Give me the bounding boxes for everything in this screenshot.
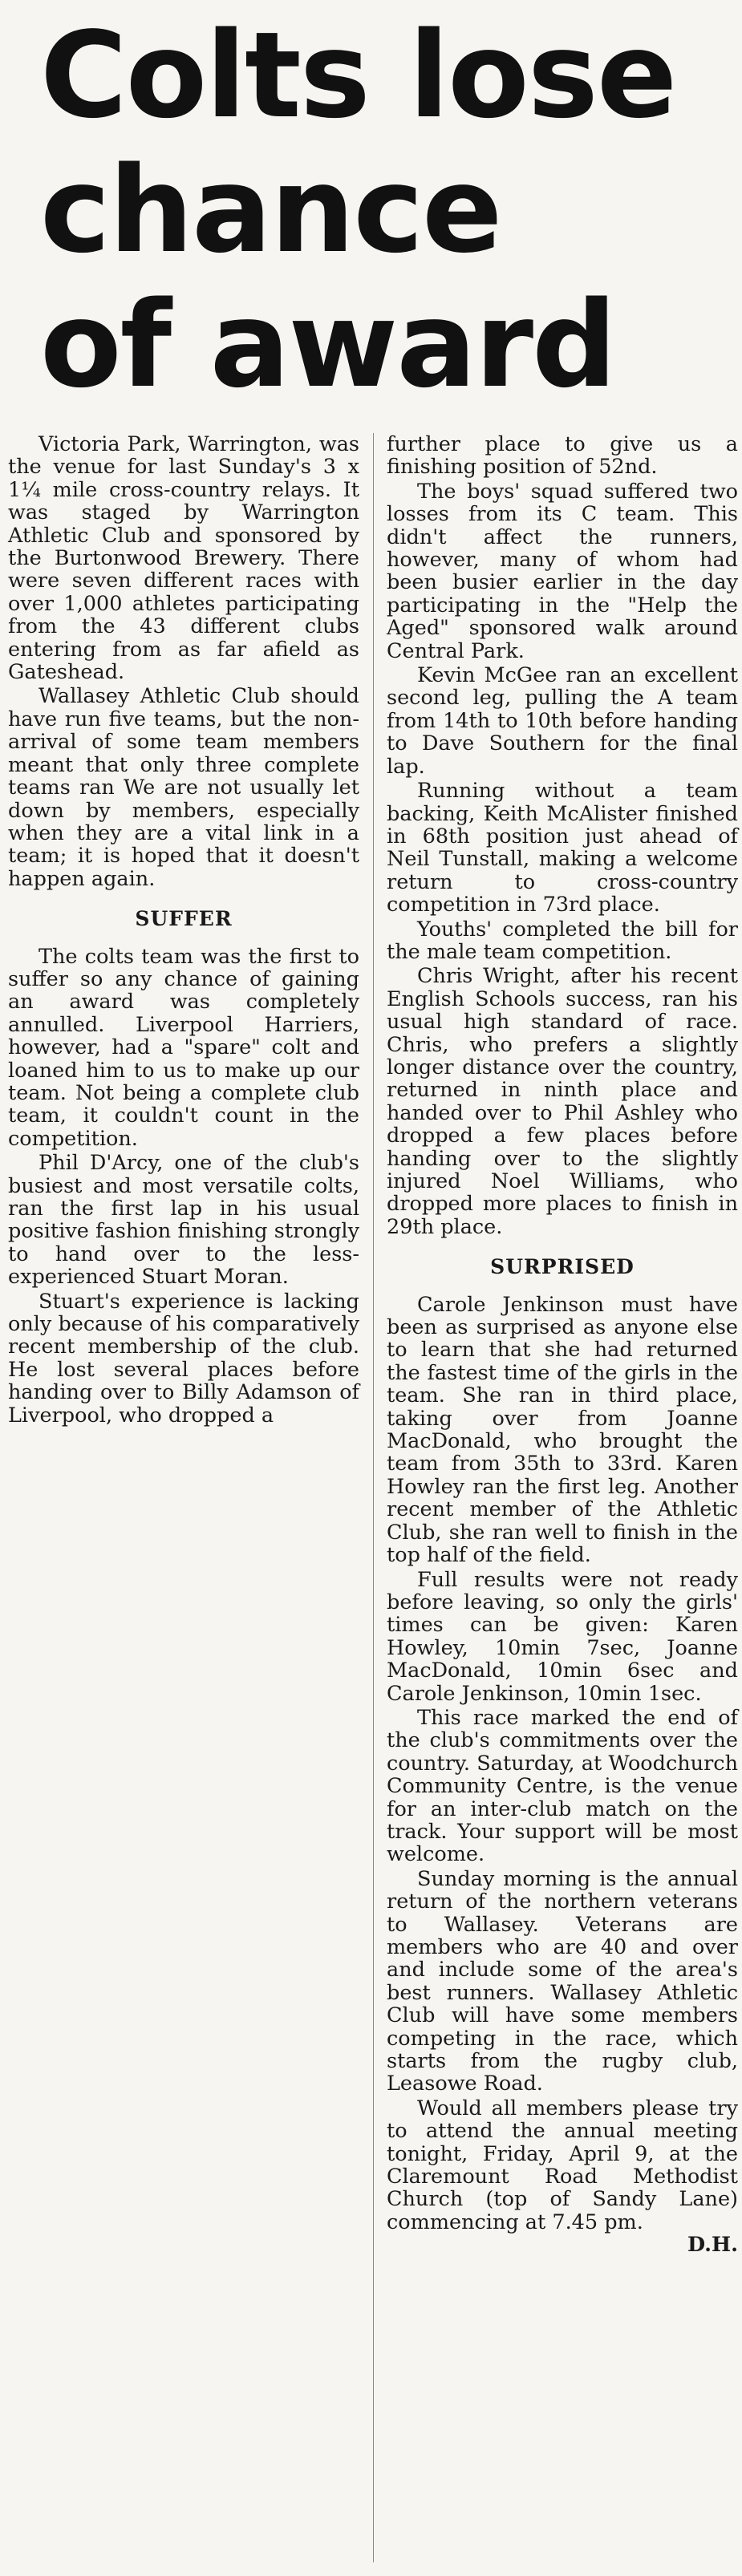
headline-line-2: chance xyxy=(40,141,501,279)
article-paragraph: This race marked the end of the club's commitments over the country. Saturday, at Woodchurch Community Centre, is the venue for an inter-club match on the track. Your support will be most welcome. xyxy=(387,1705,738,1867)
article-paragraph: Chris Wright, after his recent English Schools success, ran his usual high standard of race. Chris, who prefers a slightly longer distance over the country, returned in ninth place and handed over to Phil Ashley who dropped a few places before handing over to the slightly injured Noel Williams, who dropped more places to finish in 29th place. xyxy=(387,964,738,1239)
right-column xyxy=(387,433,738,2257)
left-column xyxy=(8,433,359,1427)
article-paragraph: Carole Jenkinson must have been as surprised as anyone else to learn that she had returned the fastest time of the girls in the team. She ran in third place, taking over from Joanne MacDonald, who brought the team from 35th to 33rd. Karen Howley ran the first leg. Another recent member of the Athletic Club, she ran well to finish in the top half of the field. xyxy=(387,1292,738,1568)
article-paragraph: Sunday morning is the annual return of the northern veterans to Wallasey. Veterans are members who are 40 and over and include some of the area's best runners. Wallasey Athletic Club will have some members competing in the race, which starts from the rugby club, Leasowe Road. xyxy=(387,1866,738,2096)
headline xyxy=(40,6,676,414)
article-paragraph: The boys' squad suffered two losses from its C team. This didn't affect the runners, however, many of whom had been busier earlier in the day participating in the "Help the Aged" sponsored walk around Central Park. xyxy=(387,479,738,663)
article-paragraph: Would all members please try to attend the annual meeting tonight, Friday, April 9, at the Claremount Road Methodist Church (top of Sandy Lane) commencing at 7.45 pm. xyxy=(387,2096,738,2234)
article-paragraph: Full results were not ready before leaving, so only the girls' times can be given: Karen Howley, 10min 7sec, Joanne MacDonald, 10min 6sec and Carole Jenkinson, 10min 1sec. xyxy=(387,1567,738,1706)
subhead-surprised: SURPRISED xyxy=(490,1255,635,1279)
article-paragraph: Phil D'Arcy, one of the club's busiest and most versatile colts, ran the first lap in his usual positive fashion finishing strongly to hand over to the less-experienced Stuart Moran. xyxy=(8,1151,359,1290)
article-paragraph: Running without a team backing, Keith McAlister finished in 68th position just ahead of Neil Tunstall, making a welcome return to cross-country competition in 73rd place. xyxy=(387,779,738,917)
article-paragraph-continued: further place to give us a finishing position of 52nd. xyxy=(387,432,738,480)
column-divider xyxy=(373,433,374,2562)
headline-line-1: Colts lose xyxy=(40,6,676,144)
article-paragraph: Youths' completed the bill for the male team competition. xyxy=(387,917,738,964)
article-paragraph: The colts team was the first to suffer so any chance of gaining an award was completely annulled. Liverpool Harriers, however, had a "spare" colt and loaned him to us to make up our team. Not being a complete club team, it couldn't count in the competition. xyxy=(8,944,359,1151)
subhead-suffer: SUFFER xyxy=(135,907,233,931)
article-paragraph: Victoria Park, Warrington, was the venue for last Sunday's 3 x 1¼ mile cross-country relays. It was staged by Warrington Athletic Club and sponsored by the Burtonwood Brewery. There were seven different races with over 1,000 athletes participating from the 43 different clubs entering from as far afield as Gateshead. xyxy=(8,432,359,685)
author-signoff: D.H. xyxy=(687,2233,738,2258)
article-paragraph: Kevin McGee ran an excellent second leg, pulling the A team from 14th to 10th before handing to Dave Southern for the final lap. xyxy=(387,663,738,779)
article-paragraph: Stuart's experience is lacking only because of his comparatively recent membership of the club. He lost several places before handing over to Billy Adamson of Liverpool, who dropped a xyxy=(8,1289,359,1428)
article-paragraph: Wallasey Athletic Club should have run five teams, but the non-arrival of some team members meant that only three complete teams ran We are not usually let down by members, especially when they are a vital link in a team; it is hoped that it doesn't happen again. xyxy=(8,684,359,891)
headline-line-3: of award xyxy=(40,276,615,414)
